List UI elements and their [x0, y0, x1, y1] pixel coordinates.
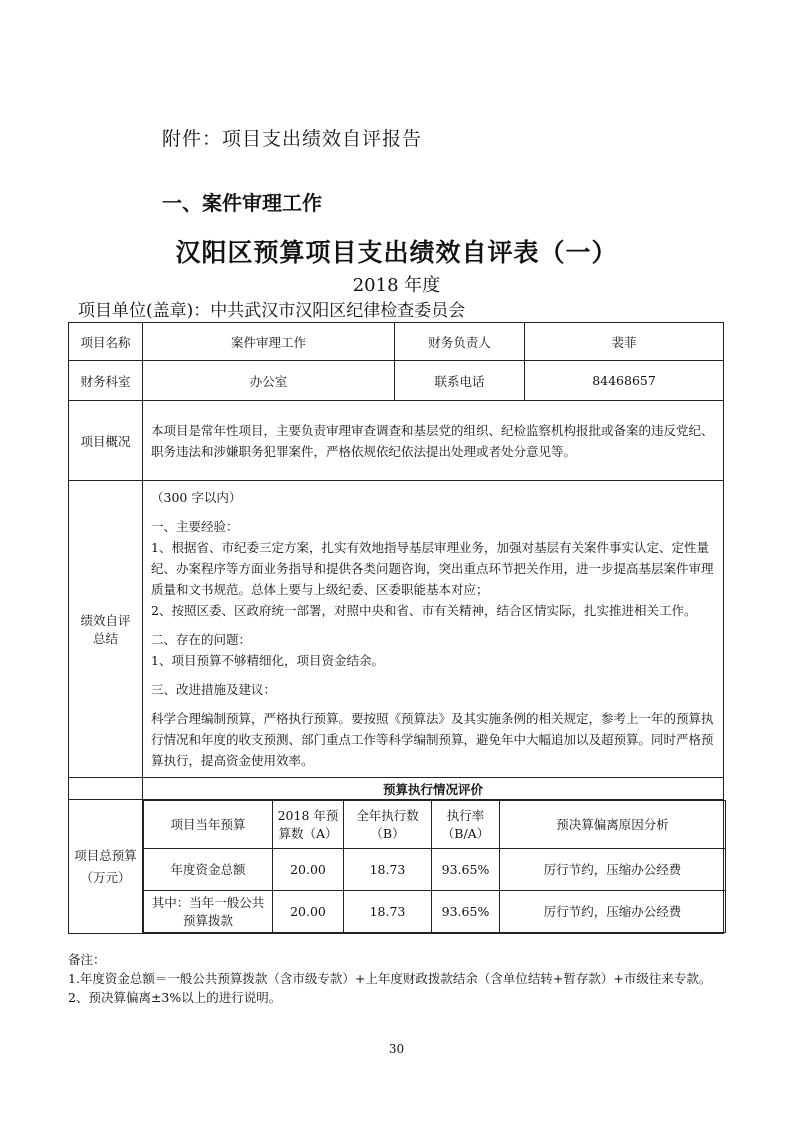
notes: [68, 950, 728, 1007]
experience-2: 2、按照区委、区政府统一部署，对照中央和省、市有关精神，结合区情实际，扎实推进相关工作。: [151, 603, 697, 618]
row1-rate: 93.65%: [432, 849, 500, 891]
row2-budget: 20.00: [273, 891, 344, 933]
label-summary-line1: 绩效自评: [80, 613, 131, 628]
header-exec: 全年执行数（B）: [344, 801, 432, 849]
row1-budget: 20.00: [273, 849, 344, 891]
page-title: 汉阳区预算项目支出绩效自评表（一）: [175, 238, 618, 267]
budget-side-label: 项目总预算（万元）: [69, 800, 143, 934]
page-number: 30: [388, 1042, 405, 1056]
header-budget: 2018 年预算数（A）: [273, 801, 344, 849]
budget-eval-header: 预算执行情况评价: [143, 778, 724, 800]
label-summary-line2: 总结: [92, 631, 118, 646]
table-row: [144, 891, 726, 933]
suggestion-title: 三、改进措施及建议：: [151, 682, 277, 697]
header-reason: 预决算偏离原因分析: [500, 801, 726, 849]
problem-title: 二、存在的问题：: [151, 632, 252, 647]
budget-table: [143, 800, 726, 933]
summary-word-limit: （300 字以内）: [151, 490, 242, 505]
table-row: [144, 849, 726, 891]
label-summary: [69, 481, 143, 778]
year-label: 2018 年度: [352, 275, 441, 296]
problem-1: 1、项目预算不够精细化，项目资金结余。: [151, 653, 384, 668]
row2-reason: 厉行节约，压缩办公经费: [500, 891, 726, 933]
experience-1: 1、根据省、市纪委三定方案，扎实有效地指导基层审理业务，加强对基层有关案件事实认定、定性量纪、办案程序等方面业务指导和提供各类问题咨询，突出重点环节把关作用，进一步提高基层案件审理质量和文书规范。总体上要与上级纪委、区委职能基本对应；: [151, 540, 714, 597]
note-1: 1.年度资金总额＝一般公共预算拨款（含市级专款）+上年度财政拨款结余（含单位结转+暂存款）+市级往来专款。: [68, 971, 712, 986]
budget-cell: [143, 800, 724, 934]
label-finance-head: 财务负责人: [395, 323, 525, 361]
project-unit: 项目单位(盖章)：中共武汉市汉阳区纪律检查委员会: [78, 301, 466, 321]
note-2: 2、预决算偏离±3%以上的进行说明。: [68, 990, 282, 1005]
budget-eval-blank: [69, 778, 143, 800]
evaluation-table: [68, 322, 724, 934]
row2-item: 其中：当年一般公共预算拨款: [144, 891, 273, 933]
row2-exec: 18.73: [344, 891, 432, 933]
value-project-name: 案件审理工作: [143, 323, 395, 361]
label-overview: 项目概况: [69, 401, 143, 481]
section-heading: 一、案件审理工作: [162, 191, 322, 215]
header-item: 项目当年预算: [144, 801, 273, 849]
label-phone: 联系电话: [395, 361, 525, 401]
experience-title: 一、主要经验：: [151, 519, 239, 534]
row1-exec: 18.73: [344, 849, 432, 891]
header-rate: 执行率（B/A）: [432, 801, 500, 849]
suggestion-text: 科学合理编制预算，严格执行预算。要按照《预算法》及其实施条例的相关规定，参考上一年的预算执行情况和年度的收支预测、部门重点工作等科学编制预算，避免年中大幅追加以及超预算。同时严格预算执行，提高资金使用效率。: [151, 711, 714, 768]
row1-reason: 厉行节约，压缩办公经费: [500, 849, 726, 891]
value-phone: 84468657: [525, 361, 724, 401]
attachment-heading: 附件：项目支出绩效自评报告: [162, 128, 423, 150]
row1-item: 年度资金总额: [144, 849, 273, 891]
label-finance-dept: 财务科室: [69, 361, 143, 401]
label-project-name: 项目名称: [69, 323, 143, 361]
row2-rate: 93.65%: [432, 891, 500, 933]
value-finance-head: 裴菲: [525, 323, 724, 361]
notes-title: 备注：: [68, 952, 106, 967]
value-finance-dept: 办公室: [143, 361, 395, 401]
summary-text: [143, 481, 724, 778]
overview-text: 本项目是常年性项目，主要负责审理审查调查和基层党的组织、纪检监察机构报批或备案的违反党纪、职务违法和涉嫌职务犯罪案件，严格依规依纪依法提出处理或者处分意见等。: [143, 401, 724, 481]
